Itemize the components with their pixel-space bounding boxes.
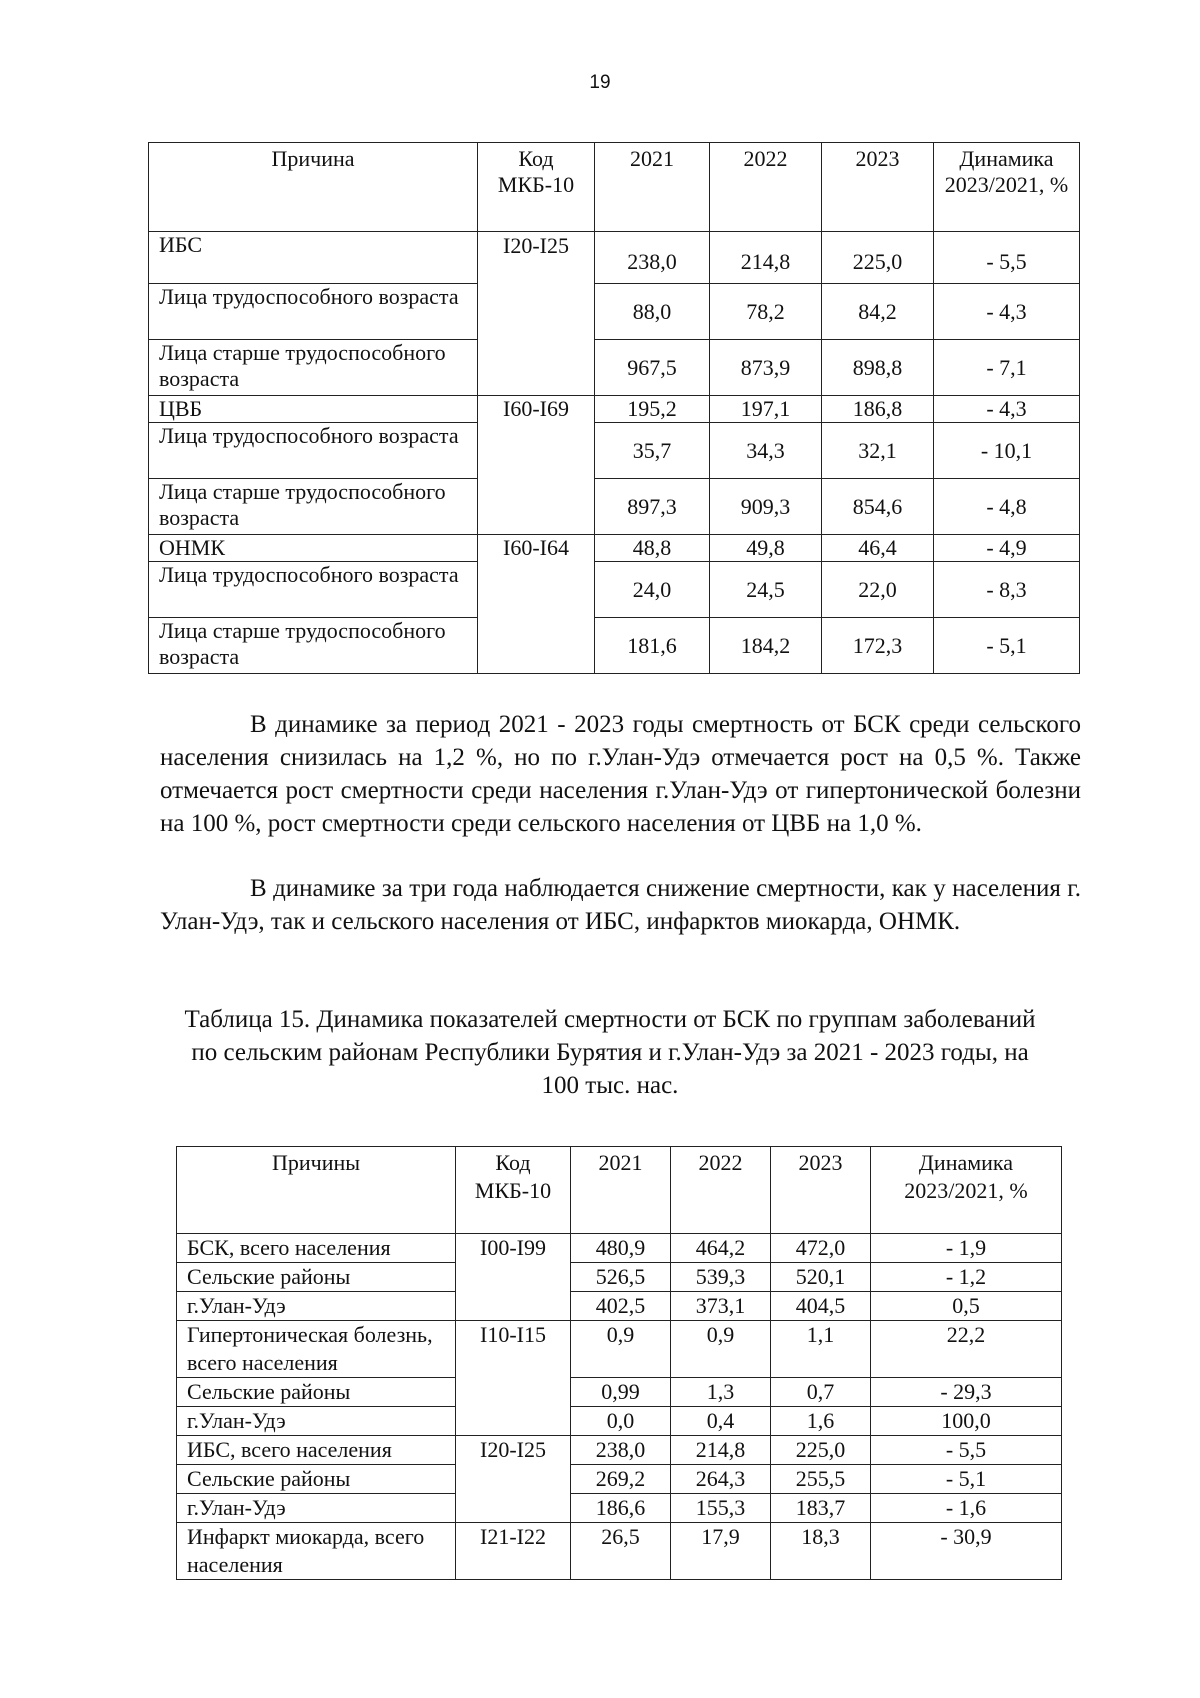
value-2022: 0,9	[671, 1321, 771, 1378]
value-dynamics: - 5,5	[871, 1436, 1062, 1465]
table-row	[177, 1378, 1062, 1407]
value-2022: 214,8	[671, 1436, 771, 1465]
table-row	[149, 396, 1080, 423]
value-2021: 0,99	[571, 1378, 671, 1407]
value-2022: 464,2	[671, 1234, 771, 1263]
header-2021: 2021	[571, 1147, 671, 1234]
value-dynamics: - 10,1	[934, 423, 1080, 479]
value-2023: 18,3	[771, 1523, 871, 1580]
value-2022: 49,8	[710, 535, 822, 562]
value-dynamics: - 1,6	[871, 1494, 1062, 1523]
value-2022: 17,9	[671, 1523, 771, 1580]
table-row	[149, 562, 1080, 618]
value-2021: 238,0	[595, 232, 710, 284]
value-dynamics: - 4,3	[934, 284, 1080, 340]
table-row	[177, 1465, 1062, 1494]
value-2022: 34,3	[710, 423, 822, 479]
cause-cell: г.Улан-Удэ	[177, 1494, 456, 1523]
value-2021: 48,8	[595, 535, 710, 562]
value-dynamics: - 1,2	[871, 1263, 1062, 1292]
cause-cell: Инфаркт миокарда, всего населения	[177, 1523, 456, 1580]
table-row	[177, 1407, 1062, 1436]
value-2021: 181,6	[595, 618, 710, 674]
value-2023: 46,4	[822, 535, 934, 562]
table-row	[177, 1234, 1062, 1263]
value-2023: 898,8	[822, 340, 934, 396]
value-2021: 0,0	[571, 1407, 671, 1436]
value-2022: 214,8	[710, 232, 822, 284]
value-2021: 238,0	[571, 1436, 671, 1465]
value-dynamics: - 4,8	[934, 479, 1080, 535]
value-dynamics: - 4,3	[934, 396, 1080, 423]
value-2021: 24,0	[595, 562, 710, 618]
cause-cell: ИБС, всего населения	[177, 1436, 456, 1465]
mortality-table-15	[176, 1146, 1062, 1580]
value-2023: 183,7	[771, 1494, 871, 1523]
page-number: 19	[589, 72, 611, 93]
value-2021: 88,0	[595, 284, 710, 340]
value-2023: 1,6	[771, 1407, 871, 1436]
header-dynamics: Динамика 2023/2021, %	[934, 143, 1080, 232]
header-2021: 2021	[595, 143, 710, 232]
value-2022: 373,1	[671, 1292, 771, 1321]
value-2021: 0,9	[571, 1321, 671, 1378]
value-2021: 269,2	[571, 1465, 671, 1494]
paragraph-dynamics-three-years: В динамике за три года наблюдается снижение смертности, как у населения г. Улан-Удэ, так и сельского населения от ИБС, инфарктов миокарда, ОНМК.	[160, 875, 1081, 935]
value-2023: 520,1	[771, 1263, 871, 1292]
value-2021: 195,2	[595, 396, 710, 423]
cause-cell: Лица трудоспособного возраста	[149, 284, 478, 340]
value-dynamics: - 7,1	[934, 340, 1080, 396]
value-2023: 854,6	[822, 479, 934, 535]
value-dynamics: 0,5	[871, 1292, 1062, 1321]
code-cell: I10-I15	[456, 1321, 571, 1436]
value-2022: 0,4	[671, 1407, 771, 1436]
value-2023: 32,1	[822, 423, 934, 479]
header-2023: 2023	[771, 1147, 871, 1234]
value-2023: 172,3	[822, 618, 934, 674]
table-row	[177, 1321, 1062, 1378]
value-dynamics: - 30,9	[871, 1523, 1062, 1580]
value-dynamics: - 5,1	[934, 618, 1080, 674]
value-2022: 24,5	[710, 562, 822, 618]
cause-cell: ИБС	[149, 232, 478, 284]
value-2021: 897,3	[595, 479, 710, 535]
value-2022: 184,2	[710, 618, 822, 674]
table-row	[177, 1494, 1062, 1523]
value-2022: 155,3	[671, 1494, 771, 1523]
cause-cell: ОНМК	[149, 535, 478, 562]
mortality-table-age-groups	[148, 142, 1080, 674]
cause-cell: Сельские районы	[177, 1263, 456, 1292]
cause-cell: Лица трудоспособного возраста	[149, 423, 478, 479]
code-cell: I60-I69	[478, 396, 595, 535]
table-row	[149, 535, 1080, 562]
value-2023: 225,0	[771, 1436, 871, 1465]
value-2021: 35,7	[595, 423, 710, 479]
header-code: Код МКБ-10	[456, 1147, 571, 1234]
code-cell: I00-I99	[456, 1234, 571, 1321]
cause-cell: Лица старше трудоспособного возраста	[149, 618, 478, 674]
value-2021: 402,5	[571, 1292, 671, 1321]
header-2022: 2022	[671, 1147, 771, 1234]
table-row	[149, 618, 1080, 674]
value-2022: 78,2	[710, 284, 822, 340]
value-2021: 480,9	[571, 1234, 671, 1263]
value-dynamics: 100,0	[871, 1407, 1062, 1436]
value-2021: 26,5	[571, 1523, 671, 1580]
table-row	[149, 423, 1080, 479]
header-2022: 2022	[710, 143, 822, 232]
code-cell: I20-I25	[456, 1436, 571, 1523]
header-causes: Причины	[177, 1147, 456, 1234]
value-2023: 404,5	[771, 1292, 871, 1321]
code-cell: I20-I25	[478, 232, 595, 396]
cause-cell: ЦВБ	[149, 396, 478, 423]
cause-cell: г.Улан-Удэ	[177, 1292, 456, 1321]
cause-cell: Лица старше трудоспособного возраста	[149, 340, 478, 396]
value-dynamics: - 4,9	[934, 535, 1080, 562]
value-2023: 0,7	[771, 1378, 871, 1407]
table-row	[149, 284, 1080, 340]
value-2022: 197,1	[710, 396, 822, 423]
code-cell: I60-I64	[478, 535, 595, 674]
value-2023: 225,0	[822, 232, 934, 284]
value-2022: 909,3	[710, 479, 822, 535]
value-2023: 186,8	[822, 396, 934, 423]
value-2023: 84,2	[822, 284, 934, 340]
value-2021: 967,5	[595, 340, 710, 396]
code-cell: I21-I22	[456, 1523, 571, 1580]
header-dynamics: Динамика 2023/2021, %	[871, 1147, 1062, 1234]
value-2021: 526,5	[571, 1263, 671, 1292]
table-row	[149, 340, 1080, 396]
value-dynamics: - 5,1	[871, 1465, 1062, 1494]
value-dynamics: 22,2	[871, 1321, 1062, 1378]
value-2023: 1,1	[771, 1321, 871, 1378]
cause-cell: Сельские районы	[177, 1465, 456, 1494]
cause-cell: Гипертоническая болезнь, всего населения	[177, 1321, 456, 1378]
table-row	[177, 1292, 1062, 1321]
header-code: Код МКБ-10	[478, 143, 595, 232]
table-row	[177, 1263, 1062, 1292]
value-2023: 472,0	[771, 1234, 871, 1263]
cause-cell: Сельские районы	[177, 1378, 456, 1407]
value-dynamics: - 8,3	[934, 562, 1080, 618]
table-15-caption: Таблица 15. Динамика показателей смертности от БСК по группам заболеваний по сельским районам Республики Бурятия и г.Улан-Удэ за 2021 - 2023 годы, на 100 тыс. нас.	[184, 1006, 1036, 1099]
value-dynamics: - 5,5	[934, 232, 1080, 284]
value-2022: 1,3	[671, 1378, 771, 1407]
table-row	[177, 1436, 1062, 1465]
cause-cell: г.Улан-Удэ	[177, 1407, 456, 1436]
value-2023: 22,0	[822, 562, 934, 618]
header-2023: 2023	[822, 143, 934, 232]
table-header-row	[149, 143, 1080, 232]
table-row	[177, 1523, 1062, 1580]
value-2022: 873,9	[710, 340, 822, 396]
value-2022: 539,3	[671, 1263, 771, 1292]
value-2021: 186,6	[571, 1494, 671, 1523]
value-2023: 255,5	[771, 1465, 871, 1494]
cause-cell: Лица трудоспособного возраста	[149, 562, 478, 618]
value-dynamics: - 1,9	[871, 1234, 1062, 1263]
header-cause: Причина	[149, 143, 478, 232]
value-dynamics: - 29,3	[871, 1378, 1062, 1407]
paragraph-dynamics-rural-urban: В динамике за период 2021 - 2023 годы смертность от БСК среди сельского населения снизилась на 1,2 %, но по г.Улан-Удэ отмечается рост на 0,5 %. Также отмечается рост смертности среди населения г.Улан-Удэ от гипертонической болезни на 100 %, рост смертности среди сельского населения от ЦВБ на 1,0 %.	[160, 711, 1081, 837]
table-row	[149, 479, 1080, 535]
value-2022: 264,3	[671, 1465, 771, 1494]
cause-cell: Лица старше трудоспособного возраста	[149, 479, 478, 535]
cause-cell: БСК, всего населения	[177, 1234, 456, 1263]
table-header-row	[177, 1147, 1062, 1234]
table-row	[149, 232, 1080, 284]
